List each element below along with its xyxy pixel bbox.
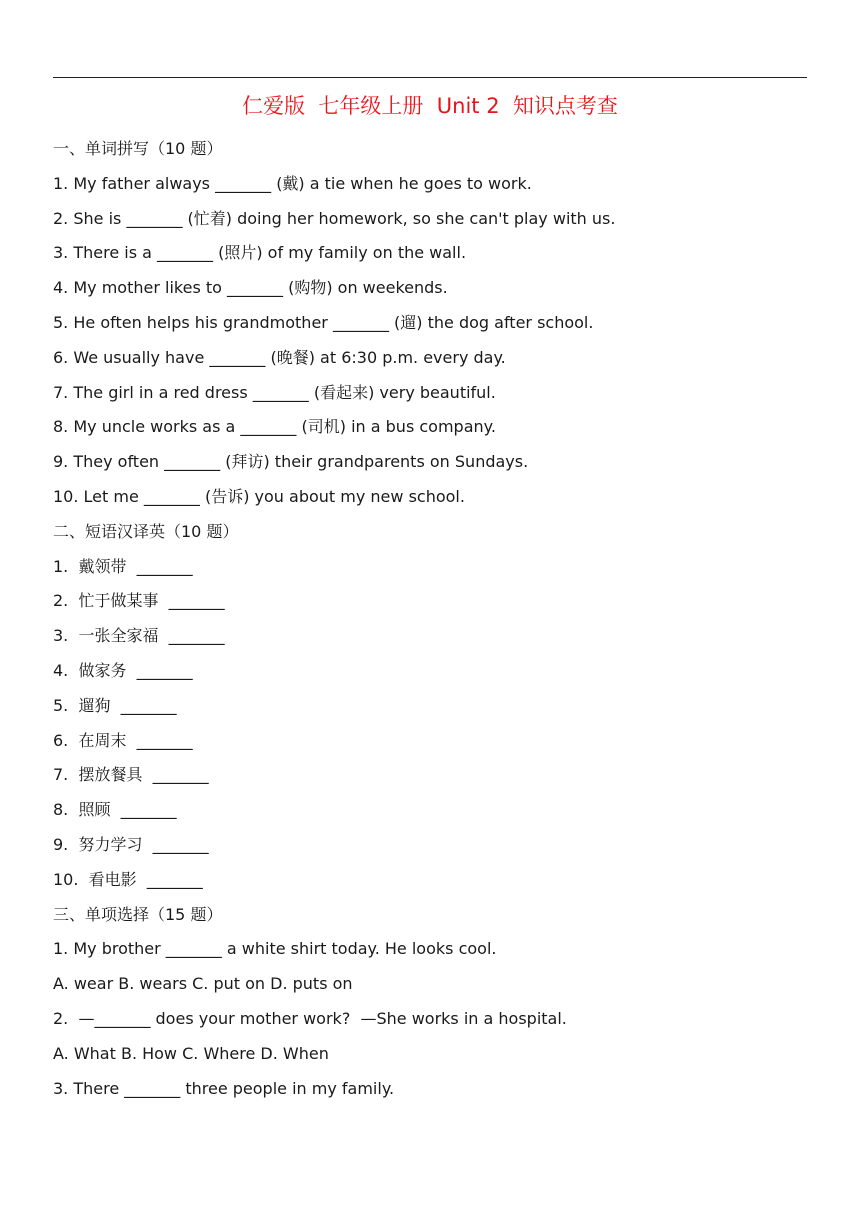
question-line: 9. They often _______ (拜访) their grandparents on Sundays. <box>53 452 529 472</box>
question-line: 9. 努力学习 _______ <box>53 834 209 854</box>
question-line: 5. 遛狗 _______ <box>53 695 177 715</box>
question-line: 7. 摆放餐具 _______ <box>53 765 209 785</box>
answer-options-line: A. What B. How C. Where D. When <box>53 1043 329 1063</box>
document-title: 仁爱版 七年级上册 Unit 2 知识点考查 <box>242 94 618 118</box>
question-line: 4. My mother likes to _______ (购物) on weekends. <box>53 278 448 298</box>
question-line: 2. 忙于做某事 _______ <box>53 591 225 611</box>
question-line: 3. There _______ three people in my family. <box>53 1078 395 1098</box>
question-line: 1. 戴领带 _______ <box>53 556 193 576</box>
question-line: 8. 照顾 _______ <box>53 800 177 820</box>
question-line: 6. We usually have _______ (晚餐) at 6:30 p.m. every day. <box>53 347 506 367</box>
question-line: 6. 在周末 _______ <box>53 730 193 750</box>
question-line: 3. 一张全家福 _______ <box>53 626 225 646</box>
section-heading-spelling: 一、单词拼写（10 题） <box>53 139 223 158</box>
answer-options-line: A. wear B. wears C. put on D. puts on <box>53 974 353 994</box>
question-line: 5. He often helps his grandmother _______ (遛) the dog after school. <box>53 312 594 332</box>
question-line: 2. —_______ does your mother work? —She works in a hospital. <box>53 1008 567 1028</box>
question-line: 2. She is _______ (忙着) doing her homework, so she can't play with us. <box>53 208 616 228</box>
section-heading-multiple-choice: 三、单项选择（15 题） <box>53 904 223 924</box>
header-rule <box>53 77 807 78</box>
question-line: 7. The girl in a red dress _______ (看起来) very beautiful. <box>53 382 496 402</box>
question-line: 1. My father always _______ (戴) a tie when he goes to work. <box>53 173 532 193</box>
question-line: 10. 看电影 _______ <box>53 869 203 889</box>
document-body <box>53 135 813 1109</box>
question-line: 1. My brother _______ a white shirt today. He looks cool. <box>53 939 497 959</box>
question-line: 8. My uncle works as a _______ (司机) in a bus company. <box>53 417 496 437</box>
question-line: 3. There is a _______ (照片) of my family on the wall. <box>53 243 467 263</box>
question-line: 10. Let me _______ (告诉) you about my new school. <box>53 486 465 506</box>
section-heading-translation: 二、短语汉译英（10 题） <box>53 521 239 541</box>
question-line: 4. 做家务 _______ <box>53 660 193 680</box>
